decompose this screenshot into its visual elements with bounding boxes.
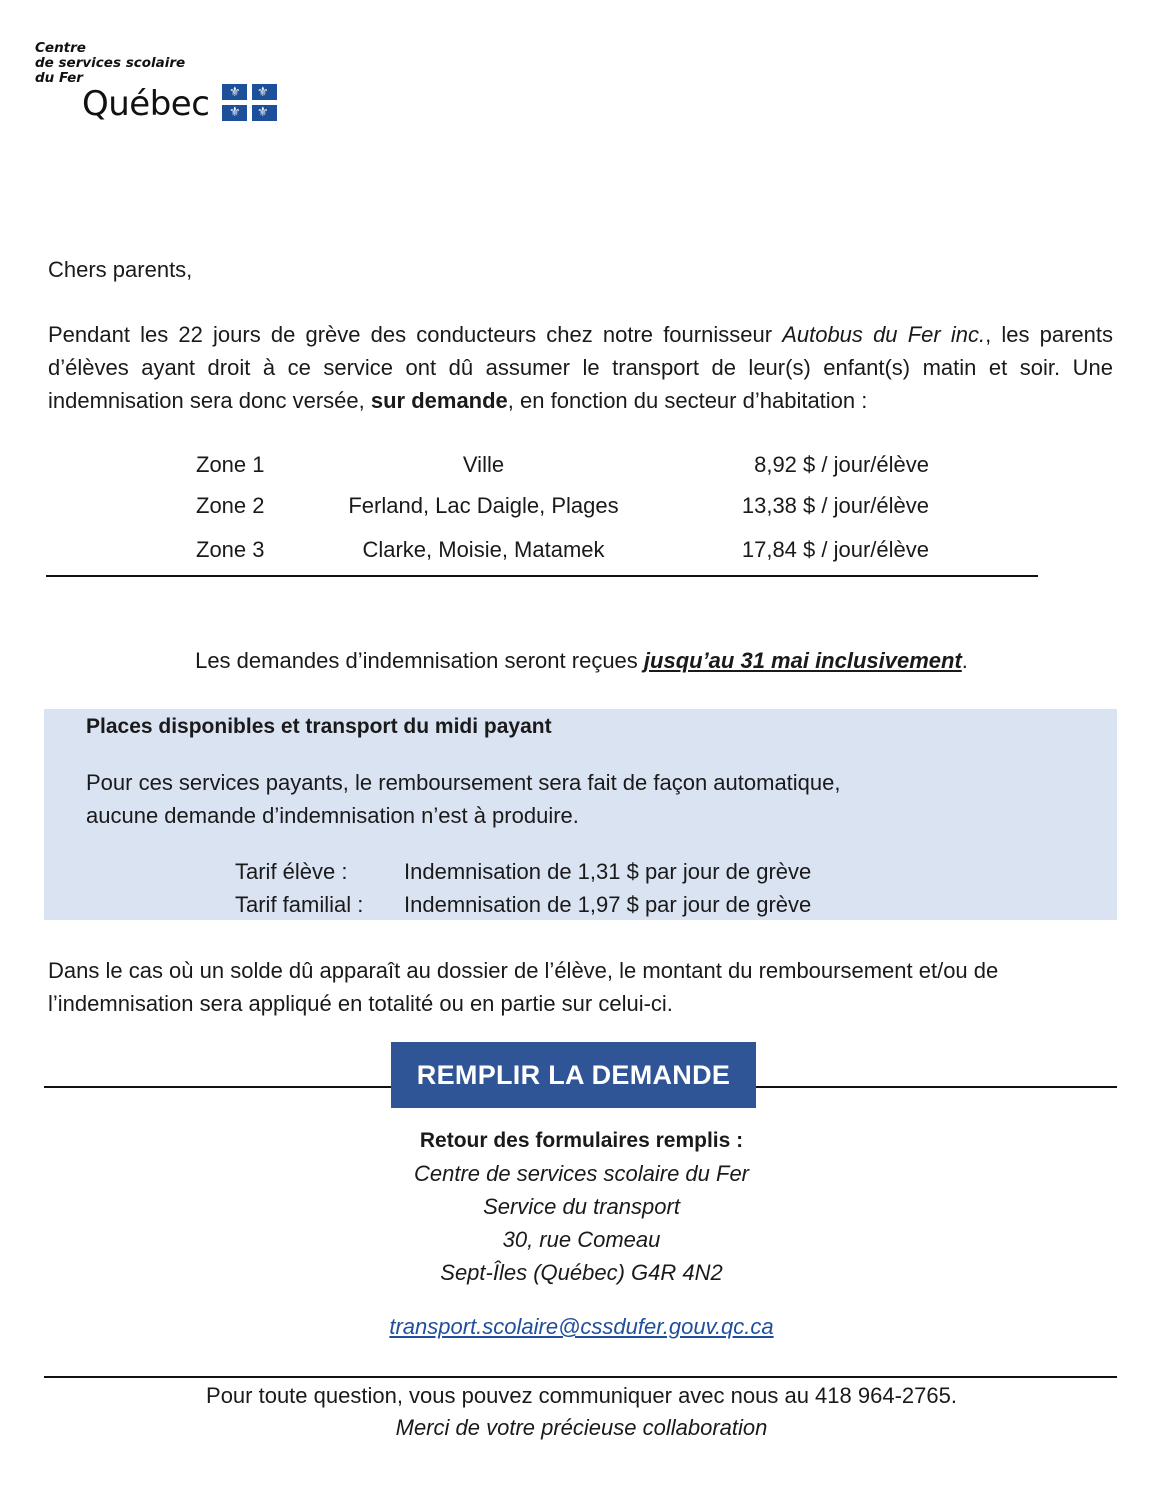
org-name-line3: du Fer <box>35 70 83 86</box>
intro-paragraph: Pendant les 22 jours de grève des conducteurs chez notre fournisseur Autobus du Fer inc., les parents d’élèves ayant droit à ce service ont dû assumer le transport de leur(s) enfant(s) matin et soir. Une indemnisation sera donc versée, sur demande, en fonction du secteur d’habitation : <box>48 322 1113 413</box>
divider <box>44 1376 1117 1378</box>
company-name: Autobus du Fer inc. <box>782 322 986 347</box>
paid-services-title: Places disponibles et transport du midi payant <box>86 715 552 738</box>
deadline-date: jusqu’au 31 mai inclusivement <box>643 648 962 673</box>
tariff-value: Indemnisation de 1,31 $ par jour de grève <box>404 859 812 884</box>
address-line: Sept-Îles (Québec) G4R 4N2 <box>440 1260 723 1285</box>
org-name-line1: Centre <box>35 40 86 56</box>
divider <box>44 1086 392 1088</box>
contact-note: Pour toute question, vous pouvez communiquer avec nous au 418 964-2765. <box>206 1383 957 1408</box>
balance-note: Dans le cas où un solde dû apparaît au dossier de l’élève, le montant du remboursement et/ou de l’indemnisation sera appliqué en totalité ou en partie sur celui-ci. <box>48 958 999 1016</box>
paid-services-text-line1: Pour ces services payants, le remboursement sera fait de façon automatique, <box>86 770 841 795</box>
fleurdelise-flag-icon: ⚜ ⚜ ⚜ ⚜ <box>222 84 277 121</box>
quebec-wordmark: Québec <box>82 84 210 124</box>
org-name-line2: de services scolaire <box>35 55 186 71</box>
address-line: Centre de services scolaire du Fer <box>413 1161 750 1186</box>
address-line: Service du transport <box>483 1194 680 1219</box>
divider <box>46 575 1038 577</box>
deadline-notice: Les demandes d’indemnisation seront reçues jusqu’au 31 mai inclusivement. <box>195 648 968 673</box>
return-title: Retour des formulaires remplis : <box>419 1129 744 1152</box>
tariff-label: Tarif familial : <box>235 892 364 917</box>
divider <box>755 1086 1117 1088</box>
fill-request-button[interactable]: REMPLIR LA DEMANDE <box>391 1042 756 1108</box>
tariff-value: Indemnisation de 1,97 $ par jour de grève <box>404 892 812 917</box>
address-line: 30, rue Comeau <box>502 1227 661 1252</box>
salutation: Chers parents, <box>48 257 193 282</box>
paid-services-text-line2: aucune demande d’indemnisation n’est à produire. <box>86 803 579 828</box>
email-link[interactable]: transport.scolaire@cssdufer.gouv.qc.ca <box>389 1314 774 1339</box>
thanks-note: Merci de votre précieuse collaboration <box>395 1415 768 1440</box>
tariff-label: Tarif élève : <box>235 859 348 884</box>
